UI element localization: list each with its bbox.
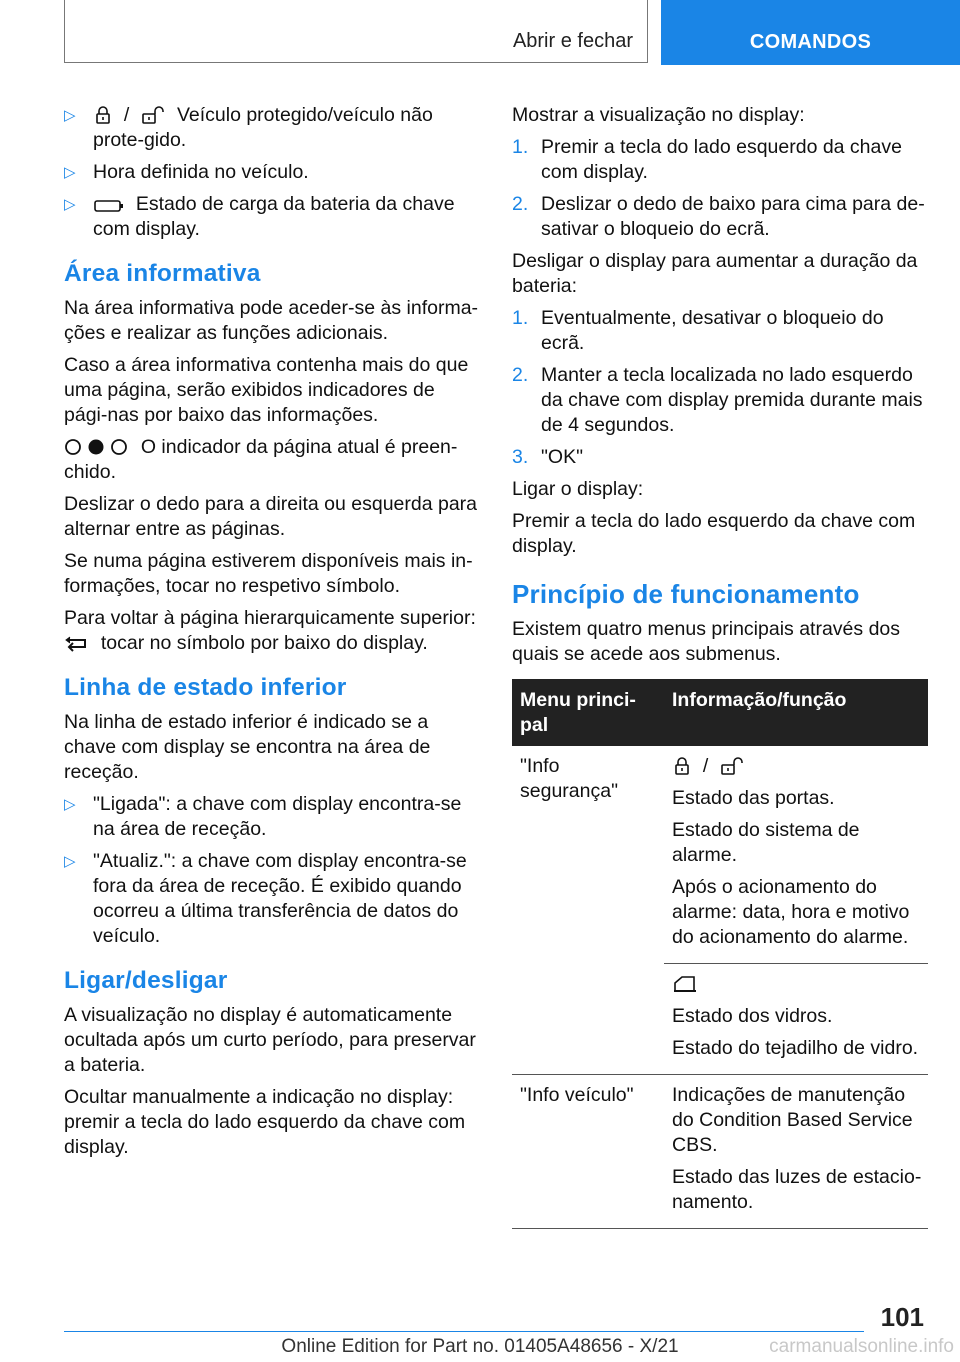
paragraph: Na área informativa pode aceder-se às informa-ções e realizar as funções adicionais. (64, 297, 479, 344)
table-header-row (512, 679, 928, 746)
reception-bullet-list (64, 792, 480, 949)
header-section-tab (64, 0, 648, 63)
back-arrow-icon (64, 633, 90, 653)
triangle-bullet-icon: ▷ (64, 853, 76, 870)
triangle-bullet-icon: ▷ (64, 796, 76, 813)
turn-off-display-steps (512, 306, 928, 470)
right-column (512, 103, 928, 1229)
page-number: 101 (880, 1302, 924, 1332)
table-cell-info: Estado dos vidros. Estado do tejadilho de vidro. (664, 964, 928, 1075)
table-cell-info: / Estado das portas. Estado do sistema de alarme. Após o acionamento do alarme: data, hora e motivo do acionamento do alarme. (664, 746, 928, 964)
edition-note: Online Edition for Part no. 01405A48656 - X/21 (281, 1336, 679, 1357)
triangle-bullet-icon: ▷ (64, 164, 76, 181)
table-cell-info: Indicações de manutenção do Condition Based Service CBS. Estado das luzes de estacio-namento. (664, 1075, 928, 1229)
lock-open-icon (140, 105, 166, 125)
triangle-bullet-icon: ▷ (64, 196, 76, 213)
heading-area-informativa: Área informativa (64, 260, 261, 287)
bullet-text: Estado de carga da bateria da chave com display. (93, 193, 455, 240)
lock-open-icon (719, 756, 745, 776)
watermark: carmanualsonline.info (769, 1336, 954, 1357)
list-item (64, 103, 480, 153)
list-item (64, 160, 480, 185)
heading-principio: Princípio de funcionamento (512, 579, 860, 609)
list-item: 1. Premir a tecla do lado esquerdo da chave com display. (512, 136, 902, 183)
show-display-steps (512, 135, 928, 242)
paragraph: O indicador da página atual é preen-chido. (64, 436, 458, 483)
status-bullet-list (64, 103, 480, 242)
paragraph: Para voltar à página hierarquicamente superior: tocar no símbolo por baixo do display. (64, 607, 476, 654)
page-indicator-dots-icon (64, 437, 130, 457)
paragraph: Ligar o display: (512, 478, 644, 500)
list-item: 1. Eventualmente, desativar o bloqueio do ecrã. (512, 307, 884, 354)
table-cell-menu: "Info segurança" (512, 746, 664, 1075)
bullet-text: Veículo protegido/veículo não prote-gido. (93, 104, 433, 151)
paragraph: Premir a tecla do lado esquerdo da chave com display. (512, 510, 916, 557)
header-chapter-tab (661, 0, 960, 65)
paragraph: Deslizar o dedo para a direita ou esquerda para alternar entre as páginas. (64, 493, 478, 540)
paragraph: Se numa página estiverem disponíveis mais in-formações, tocar no respetivo símbolo. (64, 550, 473, 597)
heading-ligar-desligar: Ligar/desligar (64, 967, 228, 994)
footer-divider (64, 1331, 864, 1332)
bullet-text: "Atualiz.": a chave com display encontra-se fora da área de receção. É exibido quando ocorreu a última transferência de datos do veículo. (93, 850, 467, 947)
table-row (512, 1075, 928, 1229)
table-header-menu: Menu princi-pal (512, 679, 664, 746)
list-item (64, 192, 480, 242)
heading-linha-estado: Linha de estado inferior (64, 674, 347, 701)
table-row (512, 746, 928, 964)
list-item (64, 792, 480, 842)
list-item (64, 849, 480, 949)
paragraph: Mostrar a visualização no display: (512, 104, 805, 126)
lock-closed-icon (93, 105, 113, 125)
triangle-bullet-icon: ▷ (64, 107, 76, 124)
paragraph: A visualização no display é automaticamente ocultada após um curto período, para preservar a bateria. (64, 1004, 476, 1076)
bullet-text: "Ligada": a chave com display encontra-se na área de receção. (93, 793, 462, 840)
paragraph: Caso a área informativa contenha mais do que uma página, serão exibidos indicadores de pági-nas por baixo das informações. (64, 354, 469, 426)
table-cell-menu: "Info veículo" (512, 1075, 664, 1229)
lock-closed-icon (672, 756, 692, 776)
battery-icon (93, 198, 125, 214)
bullet-text: Hora definida no veículo. (93, 161, 309, 183)
icon-separator: / (123, 104, 130, 126)
list-item: 2. Manter a tecla localizada no lado esquerdo da chave com display premida durante mais de 4 segundos. (512, 364, 923, 436)
list-item: 2. Deslizar o dedo de baixo para cima para de-sativar o bloqueio do ecrã. (512, 193, 925, 240)
table-header-info: Informação/função (664, 679, 928, 746)
window-glass-icon (672, 974, 698, 994)
paragraph: Existem quatro menus principais através dos quais se acede aos submenus. (512, 618, 901, 665)
header-section-title: Abrir e fechar (512, 30, 633, 52)
paragraph: Na linha de estado inferior é indicado se a chave com display se encontra na área de receção. (64, 711, 431, 783)
left-column (64, 103, 480, 1167)
paragraph: Ocultar manualmente a indicação no display: premir a tecla do lado esquerdo da chave com display. (64, 1086, 466, 1158)
paragraph: Desligar o display para aumentar a duração da bateria: (512, 250, 918, 297)
list-item: 3. "OK" (512, 446, 584, 468)
menu-table (512, 679, 928, 1229)
header-chapter-title: COMANDOS (749, 31, 872, 53)
